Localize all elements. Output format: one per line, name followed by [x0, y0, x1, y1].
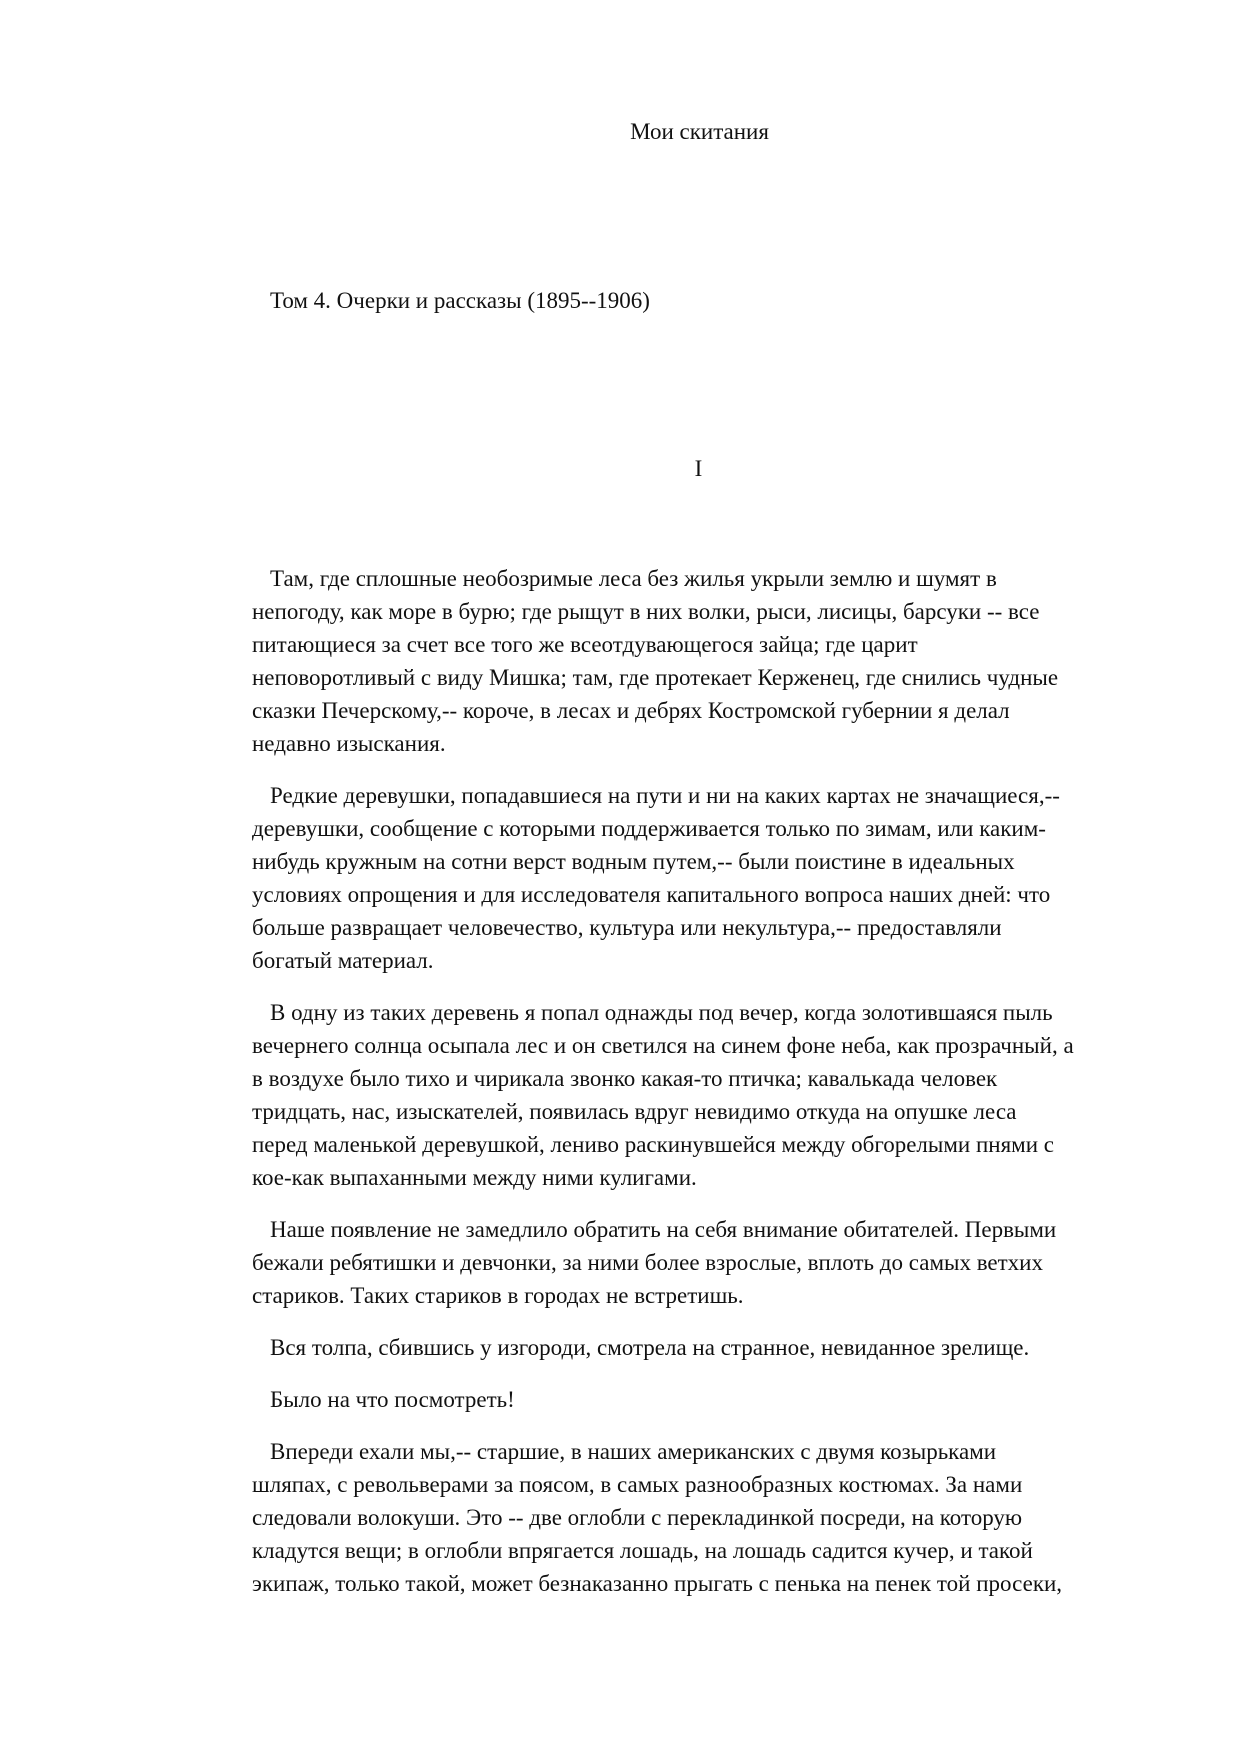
text-line: Было на что посмотреть!: [270, 1387, 515, 1412]
paragraph-6: [252, 1383, 1172, 1416]
text-line: сказки Печерскому,-- короче, в лесах и дебрях Костромской губернии я делал: [252, 698, 1010, 723]
text-line: Наше появление не замедлило обратить на себя внимание обитателей. Первыми: [270, 1217, 1057, 1242]
text-line: в воздухе было тихо и чирикала звонко какая-то птичка; кавалькада человек: [252, 1066, 998, 1091]
text-line: Впереди ехали мы,-- старшие, в наших американских с двумя козырьками: [270, 1439, 997, 1464]
text-line: перед маленькой деревушкой, лениво раскинувшейся между обгорелыми пнями с: [252, 1132, 1054, 1157]
paragraph-1: [252, 562, 1172, 760]
paragraph-4: [252, 1213, 1172, 1312]
paragraph-3: [252, 996, 1172, 1194]
text-line: питающиеся за счет все того же всеотдувающегося зайца; где царит: [252, 632, 918, 657]
text-line: Вся толпа, сбившись у изгороди, смотрела на странное, невиданное зрелище.: [270, 1335, 1030, 1360]
chapter-number: I: [694, 456, 703, 481]
paragraph-7: [252, 1435, 1172, 1600]
text-line: тридцать, нас, изыскателей, появилась вдруг невидимо откуда на опушке леса: [252, 1099, 1017, 1124]
paragraph-2: [252, 779, 1172, 977]
text-line: стариков. Таких стариков в городах не встретишь.: [252, 1283, 744, 1308]
text-line: следовали волокуши. Это -- две оглобли с перекладинкой посреди, на которую: [252, 1505, 1023, 1530]
text-line: условиях опрощения и для исследователя капитального вопроса наших дней: что: [252, 882, 1051, 907]
text-line: деревушки, сообщение с которыми поддерживается только по зимам, или каким-: [252, 816, 1046, 841]
text-line: Там, где сплошные необозримые леса без жилья укрыли землю и шумят в: [270, 566, 997, 591]
body-text: [252, 562, 1172, 1619]
text-line: В одну из таких деревень я попал однажды под вечер, когда золотившаяся пыль: [270, 1000, 1053, 1025]
text-line: неповоротливый с виду Мишка; там, где протекает Керженец, где снились чудные: [252, 665, 1059, 690]
text-line: кое-как выпаханными между ними кулигами.: [252, 1165, 697, 1190]
text-line: кладутся вещи; в оглобли впрягается лошадь, на лошадь садится кучер, и такой: [252, 1538, 1033, 1563]
text-line: Редкие деревушки, попадавшиеся на пути и ни на каких картах не значащиеся,--: [270, 783, 1060, 808]
text-line: бежали ребятишки и девчонки, за ними более взрослые, вплоть до самых ветхих: [252, 1250, 1043, 1275]
volume-heading: Том 4. Очерки и рассказы (1895--1906): [270, 288, 650, 313]
paragraph-5: [252, 1331, 1172, 1364]
text-line: вечернего солнца осыпала лес и он светился на синем фоне неба, как прозрачный, а: [252, 1033, 1074, 1058]
text-line: непогоду, как море в бурю; где рыщут в них волки, рыси, лисицы, барсуки -- все: [252, 599, 1040, 624]
text-line: больше развращает человечество, культура или некультура,-- предоставляли: [252, 915, 1002, 940]
text-line: недавно изыскания.: [252, 731, 446, 756]
text-line: нибудь кружным на сотни верст водным путем,-- были поистине в идеальных: [252, 849, 1015, 874]
text-line: экипаж, только такой, может безнаказанно прыгать с пенька на пенек той просеки,: [252, 1571, 1063, 1596]
text-line: богатый материал.: [252, 948, 434, 973]
text-line: шляпах, с револьверами за поясом, в самых разнообразных костюмах. За нами: [252, 1472, 1023, 1497]
document-title: Мои скитания: [630, 119, 769, 144]
